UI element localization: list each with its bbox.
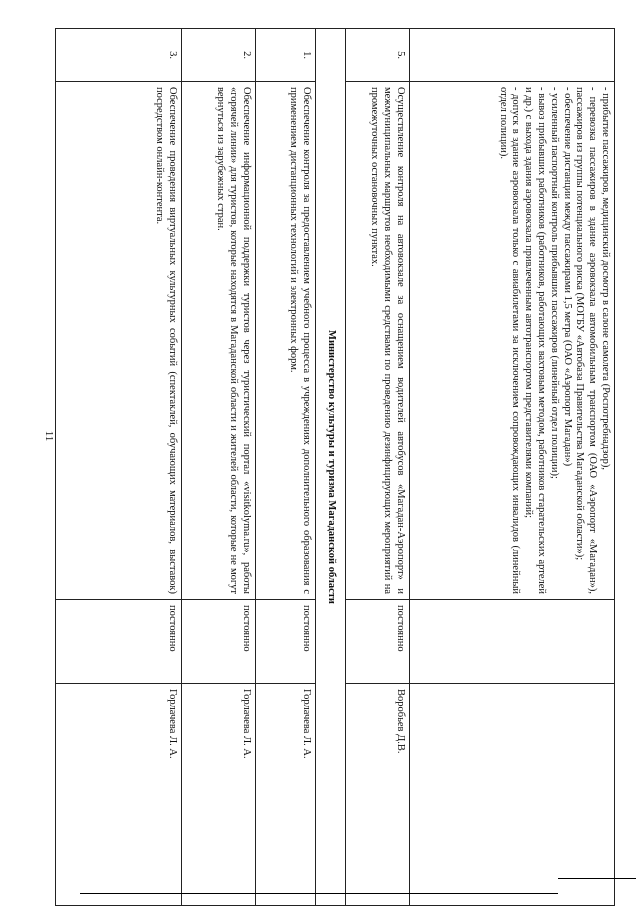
table-row: [346, 29, 410, 906]
table-row: [56, 29, 182, 906]
measure-description: Обеспечение проведения виртуальных культурных событий (спектаклей, обучающих материалов, выставок) посредством онлайн-контента.: [56, 82, 182, 600]
responsible-cell: Горлачева Л. А.: [256, 684, 316, 906]
deadline-cell: постоянно: [56, 600, 182, 684]
responsible-cell: Горлачева Л. А.: [56, 684, 182, 906]
section-header-row: [316, 29, 346, 906]
measures-table-rotated: [55, 28, 615, 905]
deadline-cell: постоянно: [256, 600, 316, 684]
measure-item: - допуск в здание аэровокзала только с авиабилетами за исключением сопровождающих инвалидов (линейный отдел полиции).: [497, 87, 522, 594]
row-number: [410, 29, 615, 82]
measure-item: - обеспечение дистанции между пассажирами 1,5 метра (ОАО «Аэропорт Магадан»): [561, 87, 573, 467]
row-number: 5.: [346, 29, 410, 82]
deadline-cell: постоянно: [346, 600, 410, 684]
responsible-cell: Воробьев Д.В.: [346, 684, 410, 906]
row-number: 1.: [256, 29, 316, 82]
scan-edge-line: [80, 893, 558, 894]
row-number: 2.: [182, 29, 256, 82]
measures-table: [55, 28, 615, 906]
page-number: 11: [43, 430, 55, 442]
measure-item: - вывоз прибывших работников (работников, работающих вахтовым методом, работников старательских артелей и др.) с выхода здания аэровокзала привлеченным автотранспортом представителями компаний;: [523, 87, 548, 594]
measure-description: [410, 82, 615, 600]
responsible-cell: [410, 684, 615, 906]
measure-description: Обеспечение контроля за предоставлением учебного процесса в учреждениях дополнительного образования с применением дистанционных технологий и электронных форм.: [256, 82, 316, 600]
responsible-cell: Горлачева Л. А.: [182, 684, 256, 906]
table-row: [410, 29, 615, 906]
table-row: [256, 29, 316, 906]
deadline-cell: постоянно: [182, 600, 256, 684]
table-row: [182, 29, 256, 906]
measure-item: - усиленный паспортный контроль прибывших пассажиров (линейный отдел полиции);: [548, 87, 560, 479]
scan-edge-line: [558, 878, 636, 879]
measure-description: Обеспечение информационной поддержки туристов через туристический портал «visitkolyma.ru», работы «горячей линии» для туристов, которые находятся в Магаданской области и жителей области, которые не могут вернуться из зарубежных стран.: [182, 82, 256, 600]
deadline-cell: [410, 600, 615, 684]
section-title: Министерство культуры и туризма Магаданской области: [316, 29, 346, 906]
measure-item: - перевозка пассажиров в здание аэровокзала автомобильным транспортом (ОАО «Аэропорт «Магадан»), пассажиров из группы потенциального риска (МОГБУ «Автобаза Правительства Магаданской области»);: [574, 87, 599, 594]
row-number: 3.: [56, 29, 182, 82]
measure-item: - прибытие пассажиров, медицинский досмотр в салоне самолета (Роспотребнадзор),: [600, 87, 611, 470]
measure-description: Осуществление контроля на автовокзале за оснащением водителей автобусов «Магадан-Аэропорт» и межмуниципальных маршрутов необходимыми средствами по проведению дезинфицирующих мероприятий на промежуточных остановочных пунктах.: [346, 82, 410, 600]
